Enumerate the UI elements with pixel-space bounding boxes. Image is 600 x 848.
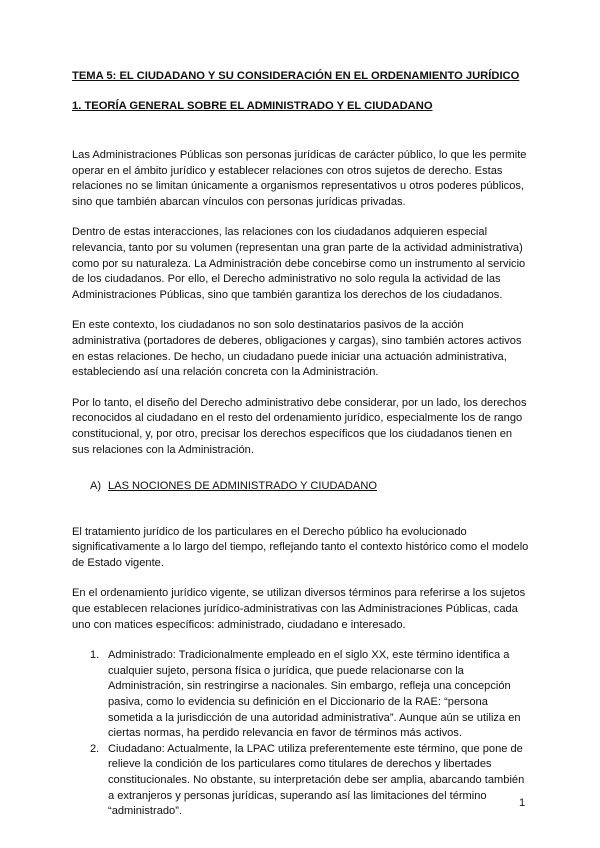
paragraph: Por lo tanto, el diseño del Derecho administrativo debe considerar, por un lado, los derechos reconocidos al ciudadano en el resto del ordenamiento jurídico, especialmente los de rango constitucional, y, por otro, precisar los derechos específicos que los ciudadanos tienen en sus relaciones con la Administración. bbox=[72, 396, 527, 456]
list-item bbox=[90, 742, 532, 820]
list-item-text: Administrado: Tradicionalmente empleado en el siglo XX, este término identifica a cualquier sujeto, persona física o jurídica, que puede relacionarse con la Administración, sin restringirse a nacionales. Sin embargo, refleja una concepción pasiva, como lo evidencia su definición en el Diccionario de la RAE: “persona sometida a la jurisdicción de una autoridad administrativa”. Aunque aún se utiliza en ciertas normas, ha perdido relevancia en favor de términos más activos. bbox=[108, 649, 521, 740]
page-number: 1 bbox=[519, 797, 526, 809]
subsection-heading bbox=[90, 479, 532, 495]
list-item bbox=[90, 648, 532, 742]
paragraph: En el ordenamiento jurídico vigente, se utilizan diversos términos para referirse a los sujetos que establecen relaciones jurídico-administrativas con las Administraciones Públicas, cada uno con matices específicos: administrado, ciudadano e interesado. bbox=[72, 587, 526, 631]
paragraph: Dentro de estas interacciones, las relaciones con los ciudadanos adquieren especial relevancia, tanto por su volumen (representan una gran parte de la actividad administrativa) como por su naturaleza. La Administración debe concebirse como un instrumento al servicio de los ciudadanos. Por ello, el Derecho administrativo no solo regula la actividad de las Administraciones Públicas, sino que también garantiza los derechos de los ciudadanos. bbox=[72, 226, 526, 301]
section-heading: 1. TEORÍA GENERAL SOBRE EL ADMINISTRADO Y EL CIUDADANO bbox=[72, 100, 433, 112]
list-item-number: 1. bbox=[90, 649, 100, 662]
document-title: TEMA 5: EL CIUDADANO Y SU CONSIDERACIÓN EN EL ORDENAMIENTO JURÍDICO bbox=[72, 70, 520, 82]
paragraph: El tratamiento jurídico de los particulares en el Derecho público ha evolucionado significativamente a lo largo del tiempo, reflejando tanto el contexto histórico como el modelo de Estado vigente. bbox=[72, 525, 529, 569]
list-item-text: Ciudadano: Actualmente, la LPAC utiliza preferentemente este término, que pone de relieve la condición de los particulares como titulares de derechos y libertades constitucionales. No obstante, su interpretación debe ser amplia, abarcando también a extranjeros y personas jurídicas, superando así las limitaciones del término “administrado”. bbox=[108, 742, 525, 818]
numbered-list bbox=[72, 648, 532, 820]
subsection-letter: A) bbox=[90, 480, 102, 493]
document-body bbox=[72, 69, 532, 820]
subsection-title: LAS NOCIONES DE ADMINISTRADO Y CIUDADANO bbox=[108, 480, 377, 493]
list-item-number: 2. bbox=[90, 742, 100, 755]
paragraph: Las Administraciones Públicas son personas jurídicas de carácter público, lo que les permite operar en el ámbito jurídico y establecer relaciones con otros sujetos de derecho. Estas relaciones no se limitan únicamente a organismos representativos u otros poderes públicos, sino que también abarcan vínculos con personas jurídicas privadas. bbox=[72, 149, 527, 208]
paragraph: En este contexto, los ciudadanos no son solo destinatarios pasivos de la acción administrativa (portadores de deberes, obligaciones y cargas), sino también actores activos en estas relaciones. De hecho, un ciudadano puede iniciar una actuación administrativa, estableciendo así una relación concreta con la Administración. bbox=[72, 319, 522, 379]
